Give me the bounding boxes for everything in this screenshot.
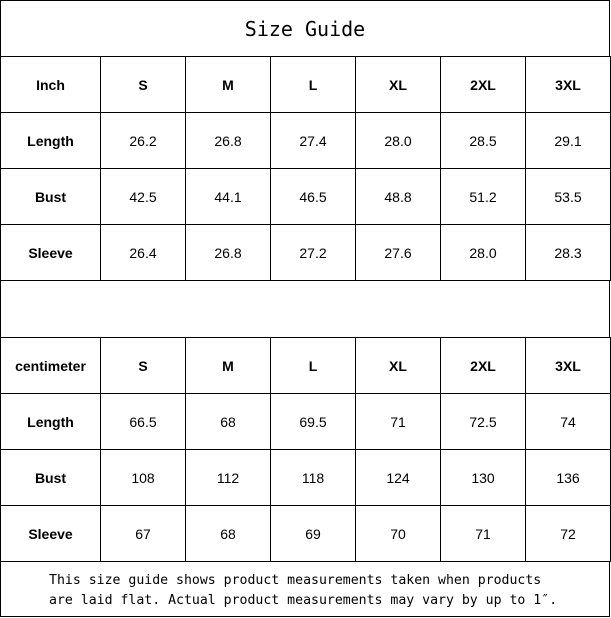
value-cell: 71 (356, 394, 441, 450)
value-cell: 28.3 (526, 225, 611, 281)
size-header-cell: 3XL (526, 338, 611, 394)
value-cell: 124 (356, 450, 441, 506)
unit-header-cell: centimeter (1, 338, 101, 394)
note-line-2: are laid flat. Actual product measurements may vary by up to 1″. (49, 593, 558, 608)
table-row (1, 225, 611, 281)
value-cell: 66.5 (101, 394, 186, 450)
value-cell: 27.2 (271, 225, 356, 281)
value-cell: 28.0 (356, 113, 441, 169)
table-row (1, 169, 611, 225)
note-line-1: This size guide shows product measurements taken when products (49, 573, 542, 588)
size-header-cell: 2XL (441, 57, 526, 113)
size-header-cell: 3XL (526, 57, 611, 113)
value-cell: 44.1 (186, 169, 271, 225)
row-label-cell: Bust (1, 169, 101, 225)
size-header-cell: XL (356, 57, 441, 113)
row-label-cell: Sleeve (1, 225, 101, 281)
table-divider-gap (0, 281, 610, 337)
table-row (1, 113, 611, 169)
value-cell: 72 (526, 506, 611, 562)
row-label-cell: Length (1, 113, 101, 169)
value-cell: 48.8 (356, 169, 441, 225)
value-cell: 27.6 (356, 225, 441, 281)
value-cell: 112 (186, 450, 271, 506)
value-cell: 72.5 (441, 394, 526, 450)
value-cell: 67 (101, 506, 186, 562)
centimeter-size-table (0, 337, 611, 562)
value-cell: 69 (271, 506, 356, 562)
size-header-cell: 2XL (441, 338, 526, 394)
value-cell: 70 (356, 506, 441, 562)
value-cell: 136 (526, 450, 611, 506)
value-cell: 42.5 (101, 169, 186, 225)
value-cell: 29.1 (526, 113, 611, 169)
value-cell: 26.8 (186, 225, 271, 281)
value-cell: 53.5 (526, 169, 611, 225)
value-cell: 46.5 (271, 169, 356, 225)
row-label-cell: Length (1, 394, 101, 450)
value-cell: 130 (441, 450, 526, 506)
value-cell: 28.0 (441, 225, 526, 281)
value-cell: 108 (101, 450, 186, 506)
size-header-cell: M (186, 57, 271, 113)
value-cell: 69.5 (271, 394, 356, 450)
value-cell: 27.4 (271, 113, 356, 169)
table-row (1, 394, 611, 450)
value-cell: 28.5 (441, 113, 526, 169)
value-cell: 51.2 (441, 169, 526, 225)
page-title: Size Guide (0, 0, 610, 57)
value-cell: 68 (186, 506, 271, 562)
value-cell: 74 (526, 394, 611, 450)
size-header-cell: M (186, 338, 271, 394)
table-header-row (1, 57, 611, 113)
table-row (1, 450, 611, 506)
row-label-cell: Bust (1, 450, 101, 506)
measurement-note (0, 561, 610, 617)
value-cell: 71 (441, 506, 526, 562)
table-header-row (1, 338, 611, 394)
unit-header-cell: Inch (1, 57, 101, 113)
value-cell: 26.8 (186, 113, 271, 169)
value-cell: 26.4 (101, 225, 186, 281)
size-header-cell: L (271, 338, 356, 394)
size-header-cell: L (271, 57, 356, 113)
size-header-cell: XL (356, 338, 441, 394)
size-header-cell: S (101, 338, 186, 394)
inch-size-table (0, 56, 611, 281)
value-cell: 118 (271, 450, 356, 506)
value-cell: 68 (186, 394, 271, 450)
size-header-cell: S (101, 57, 186, 113)
table-row (1, 506, 611, 562)
value-cell: 26.2 (101, 113, 186, 169)
row-label-cell: Sleeve (1, 506, 101, 562)
